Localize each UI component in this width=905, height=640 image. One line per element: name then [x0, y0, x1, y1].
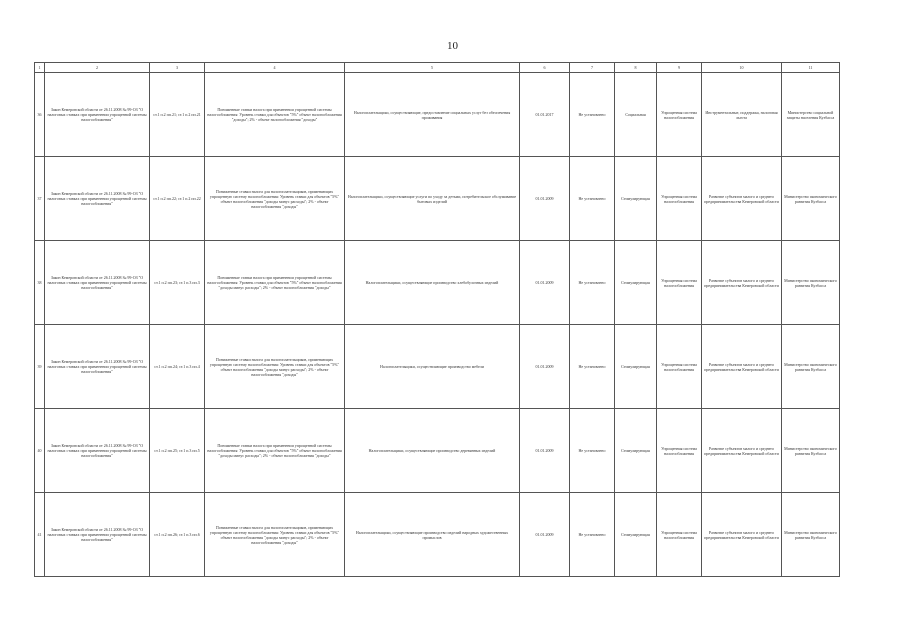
- benefit-description-cell: Пониженные ставки налога при применении упрощенной системы налогообложения: Уровень ставки для объектов "5%" объект налогообложения "доходы"; 2% - объект налогообложения "доходы": [205, 73, 345, 157]
- header-row: [35, 63, 840, 73]
- benefit-description-cell: Пониженные ставки налога для налогоплательщиков, применяющих упрощенную систему налогообложения: Уровень ставки для объектов "5%" объект налогообложения "доходы минус расходы"; 2% - объект налогообложения "доходы": [205, 493, 345, 577]
- end-date-cell: Не установлено: [570, 73, 615, 157]
- column-header: 8: [615, 63, 657, 73]
- benefit-type-cell: Стимулирующая: [615, 241, 657, 325]
- tax-cell: Упрощенная система налогообложения: [657, 157, 702, 241]
- start-date-cell: 01.01.2009: [520, 493, 570, 577]
- row-number: 39: [35, 325, 45, 409]
- row-number: 38: [35, 241, 45, 325]
- column-header: 9: [657, 63, 702, 73]
- start-date-cell: 01.01.2017: [520, 73, 570, 157]
- end-date-cell: Не установлено: [570, 157, 615, 241]
- column-header: 11: [782, 63, 840, 73]
- start-date-cell: 01.01.2009: [520, 409, 570, 493]
- benefit-type-cell: Стимулирующая: [615, 157, 657, 241]
- program-cell: Развитие субъектов малого и среднего предпринимательства Кемеровской области: [702, 157, 782, 241]
- table-row: [35, 73, 840, 157]
- end-date-cell: Не установлено: [570, 241, 615, 325]
- benefit-description-cell: Пониженные ставки налога для налогоплательщиков, применяющих упрощенную систему налогообложения: Уровень ставки для объектов "5%" объект налогообложения "доходы минус расходы"; 2% - объект налогообложения "доходы": [205, 157, 345, 241]
- benefit-type-cell: Стимулирующая: [615, 325, 657, 409]
- benefit-description-cell: Пониженные ставки налога при применении упрощенной системы налогообложения: Уровень ставки для объектов "5%" объект налогообложения "доходы минус расходы"; 2% - объект налогообложения "доходы": [205, 241, 345, 325]
- program-cell: Развитие субъектов малого и среднего предпринимательства Кемеровской области: [702, 241, 782, 325]
- row-number: 37: [35, 157, 45, 241]
- end-date-cell: Не установлено: [570, 409, 615, 493]
- article-cell: ст.1 п.2 пп.24; ст.1 п.3 пп.4: [150, 325, 205, 409]
- table-row: [35, 325, 840, 409]
- tax-cell: Упрощенная система налогообложения: [657, 73, 702, 157]
- curator-cell: Министерство экономического развития Кузбасса: [782, 409, 840, 493]
- benefit-description-cell: Пониженные ставки налога для налогоплательщиков, применяющих упрощенную систему налогообложения: Уровень ставки для объектов "5%" объект налогообложения "доходы минус расходы"; 2% - объект налогообложения "доходы": [205, 325, 345, 409]
- article-cell: ст.1 п.2 пп.26; ст.1 п.3 пп.6: [150, 493, 205, 577]
- beneficiaries-cell: Налогоплательщики, осуществляющие производство мебели: [345, 325, 520, 409]
- curator-cell: Министерство экономического развития Кузбасса: [782, 241, 840, 325]
- article-cell: ст.1 п.2 пп.21; ст.1 п.2 пп.21: [150, 73, 205, 157]
- benefit-type-cell: Стимулирующая: [615, 409, 657, 493]
- column-header: 1: [35, 63, 45, 73]
- column-header: 7: [570, 63, 615, 73]
- beneficiaries-cell: Налогоплательщики, осуществляющие, предоставление социальных услуг без обеспечения проживания: [345, 73, 520, 157]
- curator-cell: Министерство экономического развития Кузбасса: [782, 157, 840, 241]
- program-cell: Инструментальные, поддержка, налоговая льгота: [702, 73, 782, 157]
- table-row: [35, 409, 840, 493]
- tax-cell: Упрощенная система налогообложения: [657, 493, 702, 577]
- column-header: 5: [345, 63, 520, 73]
- legal-act-cell: Закон Кемеровской области от 26.11.2008 № 99-ОЗ "О налоговых ставках при применении упрощенной системы налогообложения": [45, 325, 150, 409]
- column-header: 4: [205, 63, 345, 73]
- article-cell: ст.1 п.2 пп.22; ст.1 п.2 пп.22: [150, 157, 205, 241]
- curator-cell: Министерство социальной защиты населения Кузбасса: [782, 73, 840, 157]
- table-row: [35, 157, 840, 241]
- tax-cell: Упрощенная система налогообложения: [657, 241, 702, 325]
- benefit-type-cell: Социальная: [615, 73, 657, 157]
- column-header: 3: [150, 63, 205, 73]
- program-cell: Развитие субъектов малого и среднего предпринимательства Кемеровской области: [702, 493, 782, 577]
- table-row: [35, 493, 840, 577]
- legal-act-cell: Закон Кемеровской области от 26.11.2008 № 99-ОЗ "О налоговых ставках при применении упрощенной системы налогообложения": [45, 73, 150, 157]
- program-cell: Развитие субъектов малого и среднего предпринимательства Кемеровской области: [702, 409, 782, 493]
- curator-cell: Министерство экономического развития Кузбасса: [782, 325, 840, 409]
- article-cell: ст.1 п.2 пп.23; ст.1 п.3 пп.3: [150, 241, 205, 325]
- beneficiaries-cell: Налогоплательщики, осуществляющие производство изделий народных художественных промыслов: [345, 493, 520, 577]
- table-row: [35, 241, 840, 325]
- beneficiaries-cell: Налогоплательщики, осуществляющие производство хлебобулочных изделий: [345, 241, 520, 325]
- column-header: 10: [702, 63, 782, 73]
- beneficiaries-cell: Налогоплательщики, осуществляющие услуги по уходу за детьми, потребительское обслуживание бытовых изделий: [345, 157, 520, 241]
- article-cell: ст.1 п.2 пп.25; ст.1 п.3 пп.5: [150, 409, 205, 493]
- beneficiaries-cell: Налогоплательщики, осуществляющие производство деревянных изделий: [345, 409, 520, 493]
- tax-benefits-table: [34, 62, 840, 577]
- start-date-cell: 01.01.2009: [520, 325, 570, 409]
- column-header: 2: [45, 63, 150, 73]
- column-header: 6: [520, 63, 570, 73]
- program-cell: Развитие субъектов малого и среднего предпринимательства Кемеровской области: [702, 325, 782, 409]
- curator-cell: Министерство экономического развития Кузбасса: [782, 493, 840, 577]
- row-number: 41: [35, 493, 45, 577]
- page-number: 10: [447, 40, 458, 52]
- row-number: 40: [35, 409, 45, 493]
- legal-act-cell: Закон Кемеровской области от 26.11.2008 № 99-ОЗ "О налоговых ставках при применении упрощенной системы налогообложения": [45, 241, 150, 325]
- tax-cell: Упрощенная система налогообложения: [657, 325, 702, 409]
- benefit-description-cell: Пониженные ставки налога при применении упрощенной системы налогообложения: Уровень ставки для объектов "5%" объект налогообложения "доходы минус расходы"; 2% - объект налогообложения "доходы": [205, 409, 345, 493]
- start-date-cell: 01.01.2009: [520, 241, 570, 325]
- end-date-cell: Не установлено: [570, 325, 615, 409]
- start-date-cell: 01.01.2009: [520, 157, 570, 241]
- row-number: 36: [35, 73, 45, 157]
- end-date-cell: Не установлено: [570, 493, 615, 577]
- legal-act-cell: Закон Кемеровской области от 26.11.2008 № 99-ОЗ "О налоговых ставках при применении упрощенной системы налогообложения": [45, 493, 150, 577]
- legal-act-cell: Закон Кемеровской области от 26.11.2008 № 99-ОЗ "О налоговых ставках при применении упрощенной системы налогообложения": [45, 157, 150, 241]
- benefit-type-cell: Стимулирующая: [615, 493, 657, 577]
- tax-cell: Упрощенная система налогообложения: [657, 409, 702, 493]
- legal-act-cell: Закон Кемеровской области от 26.11.2008 № 99-ОЗ "О налоговых ставках при применении упрощенной системы налогообложения": [45, 409, 150, 493]
